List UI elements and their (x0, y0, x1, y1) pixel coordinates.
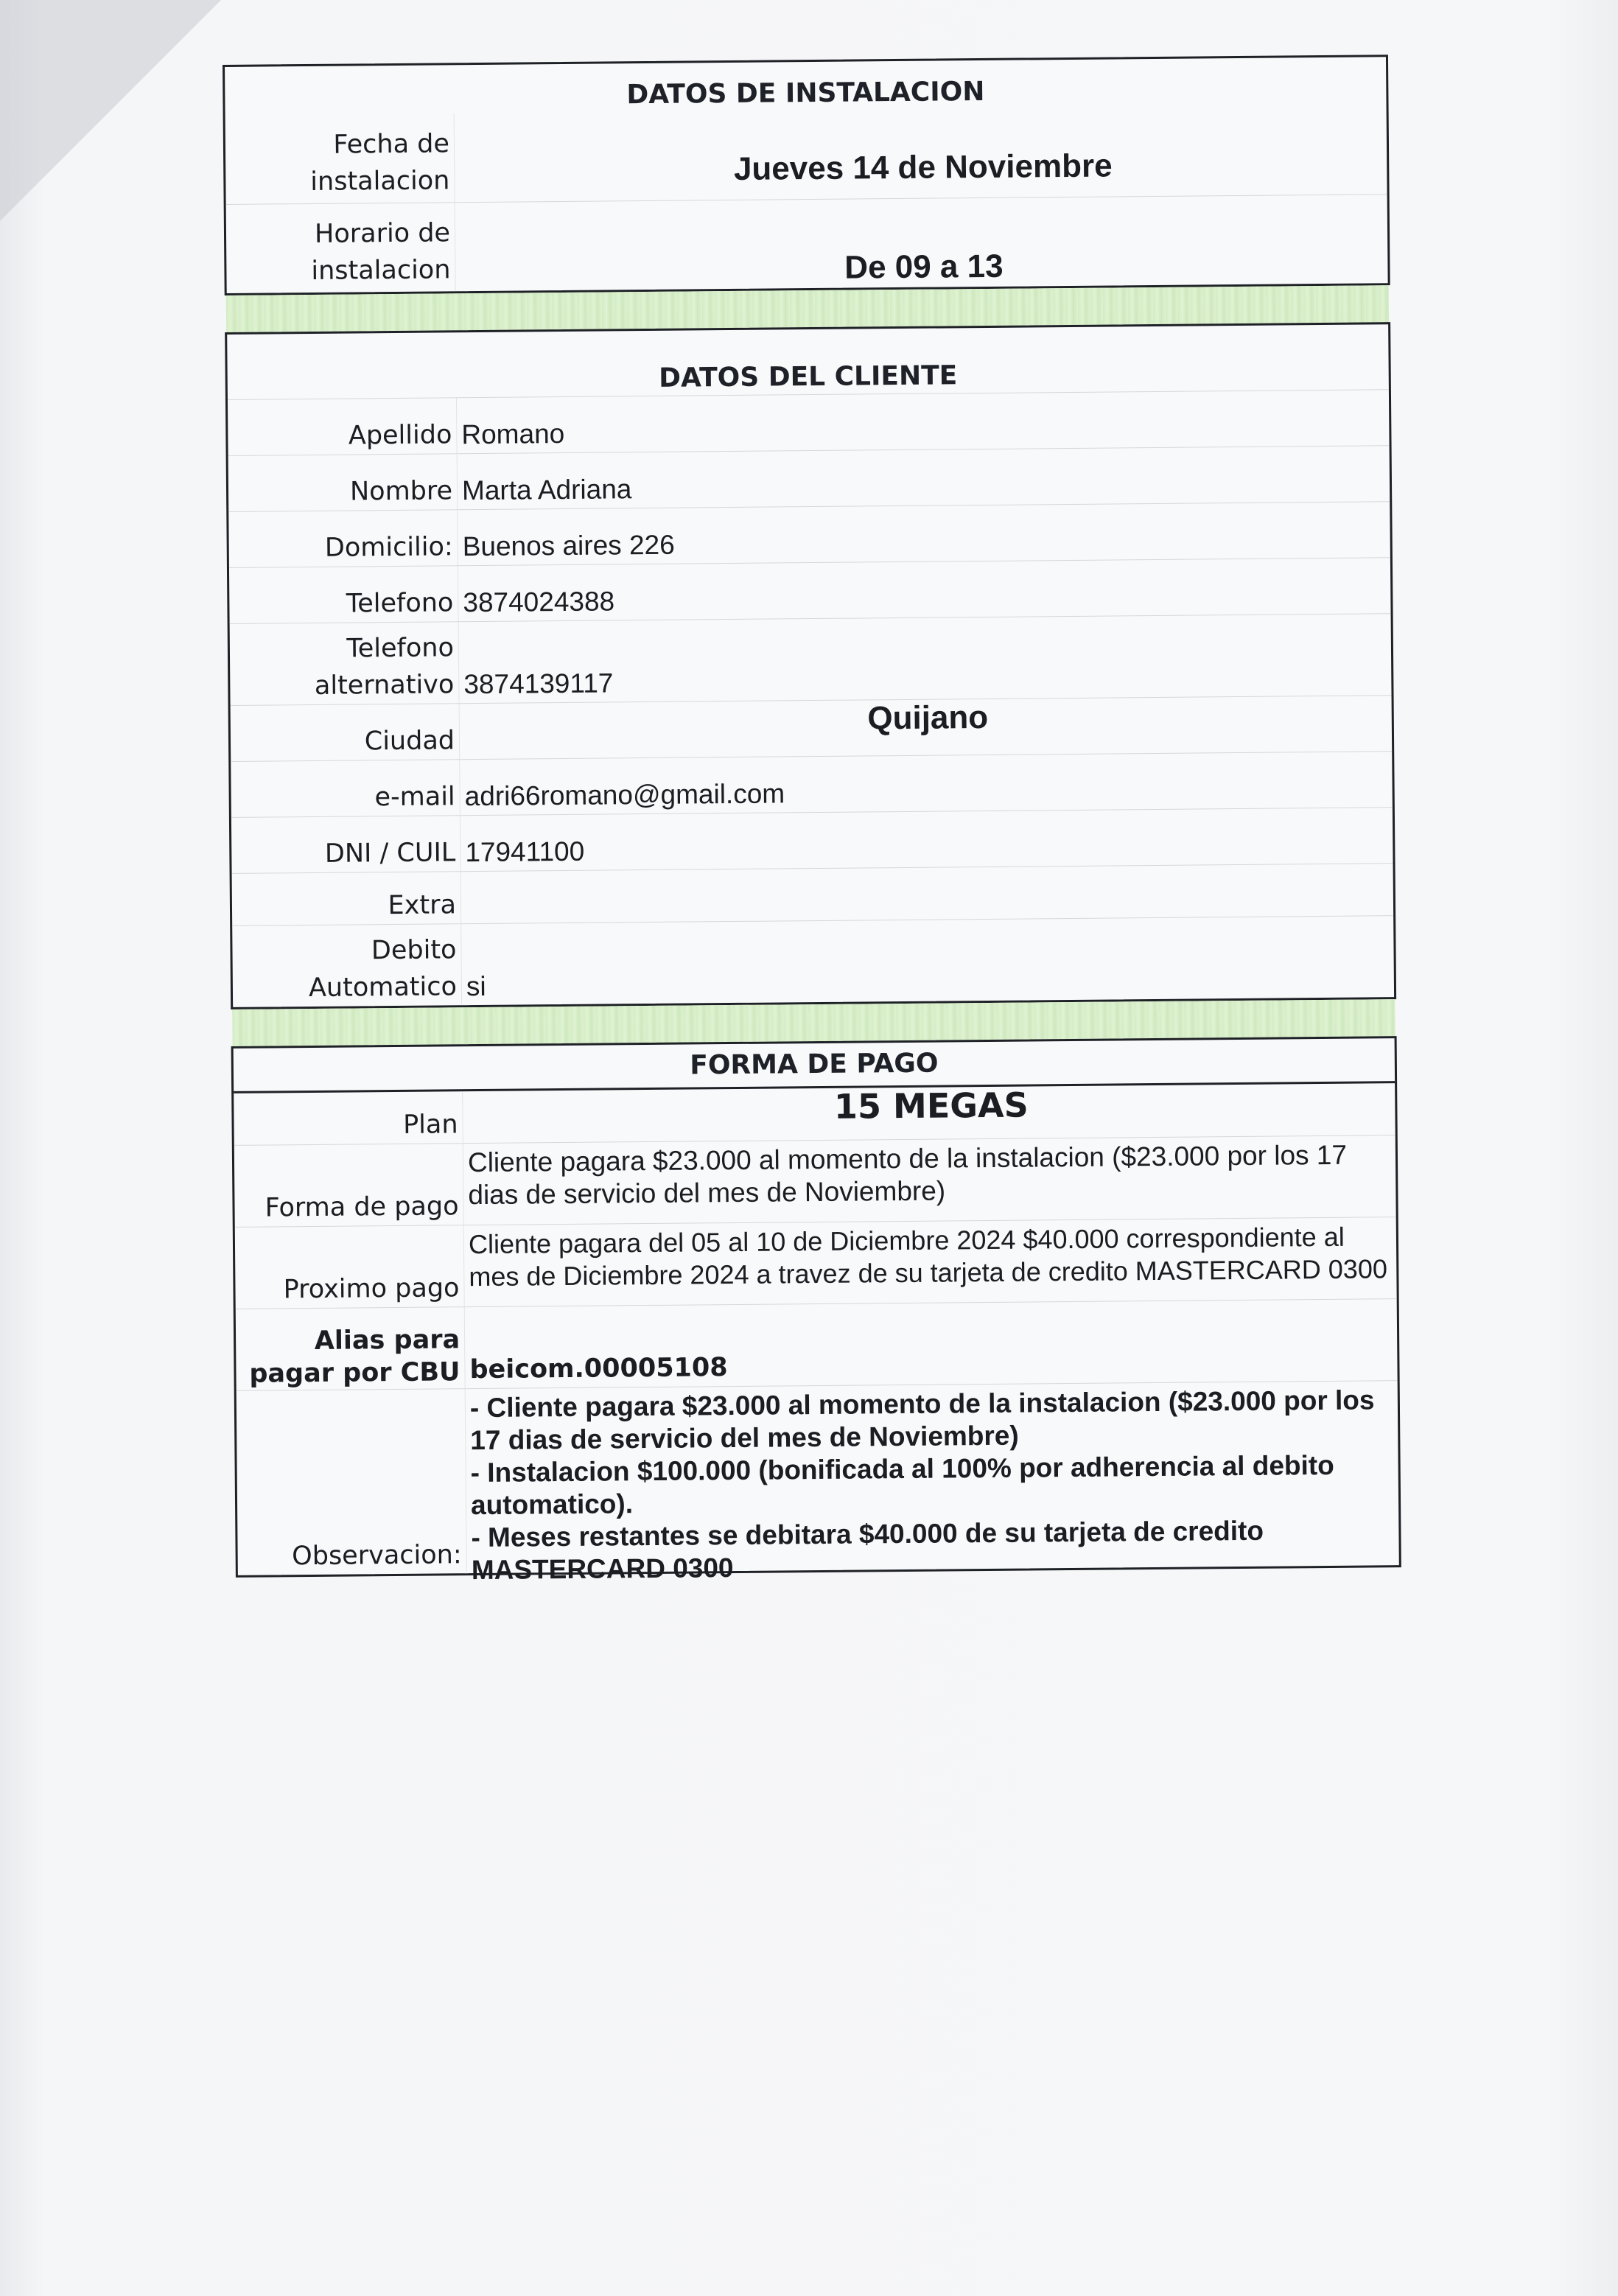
client-row (232, 915, 1394, 1007)
client-row (229, 557, 1391, 623)
payment-observation-label: Observacion: (292, 1540, 462, 1572)
client-value-email: adri66romano@gmail.com (459, 752, 1393, 815)
client-value-telefono-alt: 3874139117 (458, 614, 1392, 703)
client-label-debito: Debito Automatico (308, 935, 458, 1004)
client-value-nombre: Marta Adriana (457, 446, 1390, 509)
client-label-ciudad: Ciudad (364, 726, 455, 757)
payment-title: FORMA DE PAGO (234, 1038, 1395, 1093)
client-label-extra: Extra (388, 890, 457, 921)
client-row (228, 501, 1390, 567)
payment-alias-row (236, 1298, 1398, 1390)
payment-next-row (235, 1217, 1397, 1309)
client-label-dni: DNI / CUIL (324, 838, 456, 869)
client-label-telefono-alt: Telefono alternativo (314, 633, 455, 701)
folded-corner (0, 0, 221, 221)
payment-observation-row (237, 1380, 1399, 1586)
client-value-domicilio: Buenos aires 226 (457, 502, 1390, 565)
observation-line: - Cliente pagara $23.000 al momento de la instalacion ($23.000 por los 17 dias de servicio del mes de Noviembre) (469, 1385, 1375, 1456)
client-value-dni: 17941100 (460, 808, 1393, 871)
payment-method-value: Cliente pagara $23.000 al momento de la instalacion ($23.000 por los 17 dias de servicio del mes de Noviembre) (463, 1135, 1396, 1225)
client-value-extra (460, 864, 1394, 923)
payment-method-row (234, 1135, 1396, 1227)
observation-line: - Meses restantes se debitara $40.000 de su tarjeta de credito MASTERCARD 0300 (471, 1515, 1264, 1586)
client-value-telefono: 3874024388 (458, 558, 1391, 621)
installation-section (223, 55, 1390, 295)
payment-next-value: Cliente pagara del 05 al 10 de Diciembre 2024 $40.000 correspondiente al mes de Diciembre 2024 a travez de su tarjeta de credito MASTERCARD 0300 (463, 1217, 1397, 1306)
client-row (228, 445, 1390, 511)
client-value-apellido: Romano (456, 390, 1390, 453)
client-label-apellido: Apellido (348, 420, 452, 451)
installation-time-label: Horario de instalacion (311, 218, 451, 286)
client-label-nombre: Nombre (349, 476, 453, 507)
client-label-telefono: Telefono (346, 588, 454, 619)
client-label-domicilio: Domicilio: (324, 532, 453, 563)
payment-next-label: Proximo pago (283, 1273, 460, 1305)
client-value-debito: si (460, 916, 1394, 1005)
installation-date-label: Fecha de instalacion (310, 129, 450, 197)
client-label-email: e-mail (374, 782, 455, 813)
client-row (231, 751, 1393, 817)
client-value-ciudad: Quijano (459, 696, 1393, 759)
payment-alias-value: beicom.00005108 (464, 1299, 1398, 1388)
payment-section (231, 1036, 1401, 1586)
installation-title: DATOS DE INSTALACION (626, 76, 985, 111)
payment-plan-value: 15 MEGAS (462, 1083, 1395, 1143)
payment-plan-row (234, 1083, 1395, 1145)
observation-line: - Instalacion $100.000 (bonificada al 100% por adherencia al debito automatico). (470, 1449, 1334, 1521)
payment-plan-label: Plan (402, 1110, 458, 1140)
payment-method-label: Forma de pago (265, 1191, 459, 1223)
installation-time-row (226, 194, 1388, 293)
client-row (228, 389, 1390, 455)
payment-observation-value (465, 1381, 1399, 1586)
client-row (231, 695, 1393, 761)
client-row (230, 613, 1392, 705)
installation-date-value: Jueves 14 de Noviembre (454, 105, 1387, 202)
client-section (225, 322, 1396, 1009)
payment-alias-label: Alias para pagar por CBU (249, 1325, 460, 1389)
installation-time-value: De 09 a 13 (455, 195, 1388, 291)
form-sheet (223, 55, 1401, 1586)
installation-date-row (225, 105, 1387, 204)
client-row (232, 863, 1394, 925)
client-title: DATOS DEL CLIENTE (658, 360, 958, 393)
client-row (231, 807, 1393, 873)
